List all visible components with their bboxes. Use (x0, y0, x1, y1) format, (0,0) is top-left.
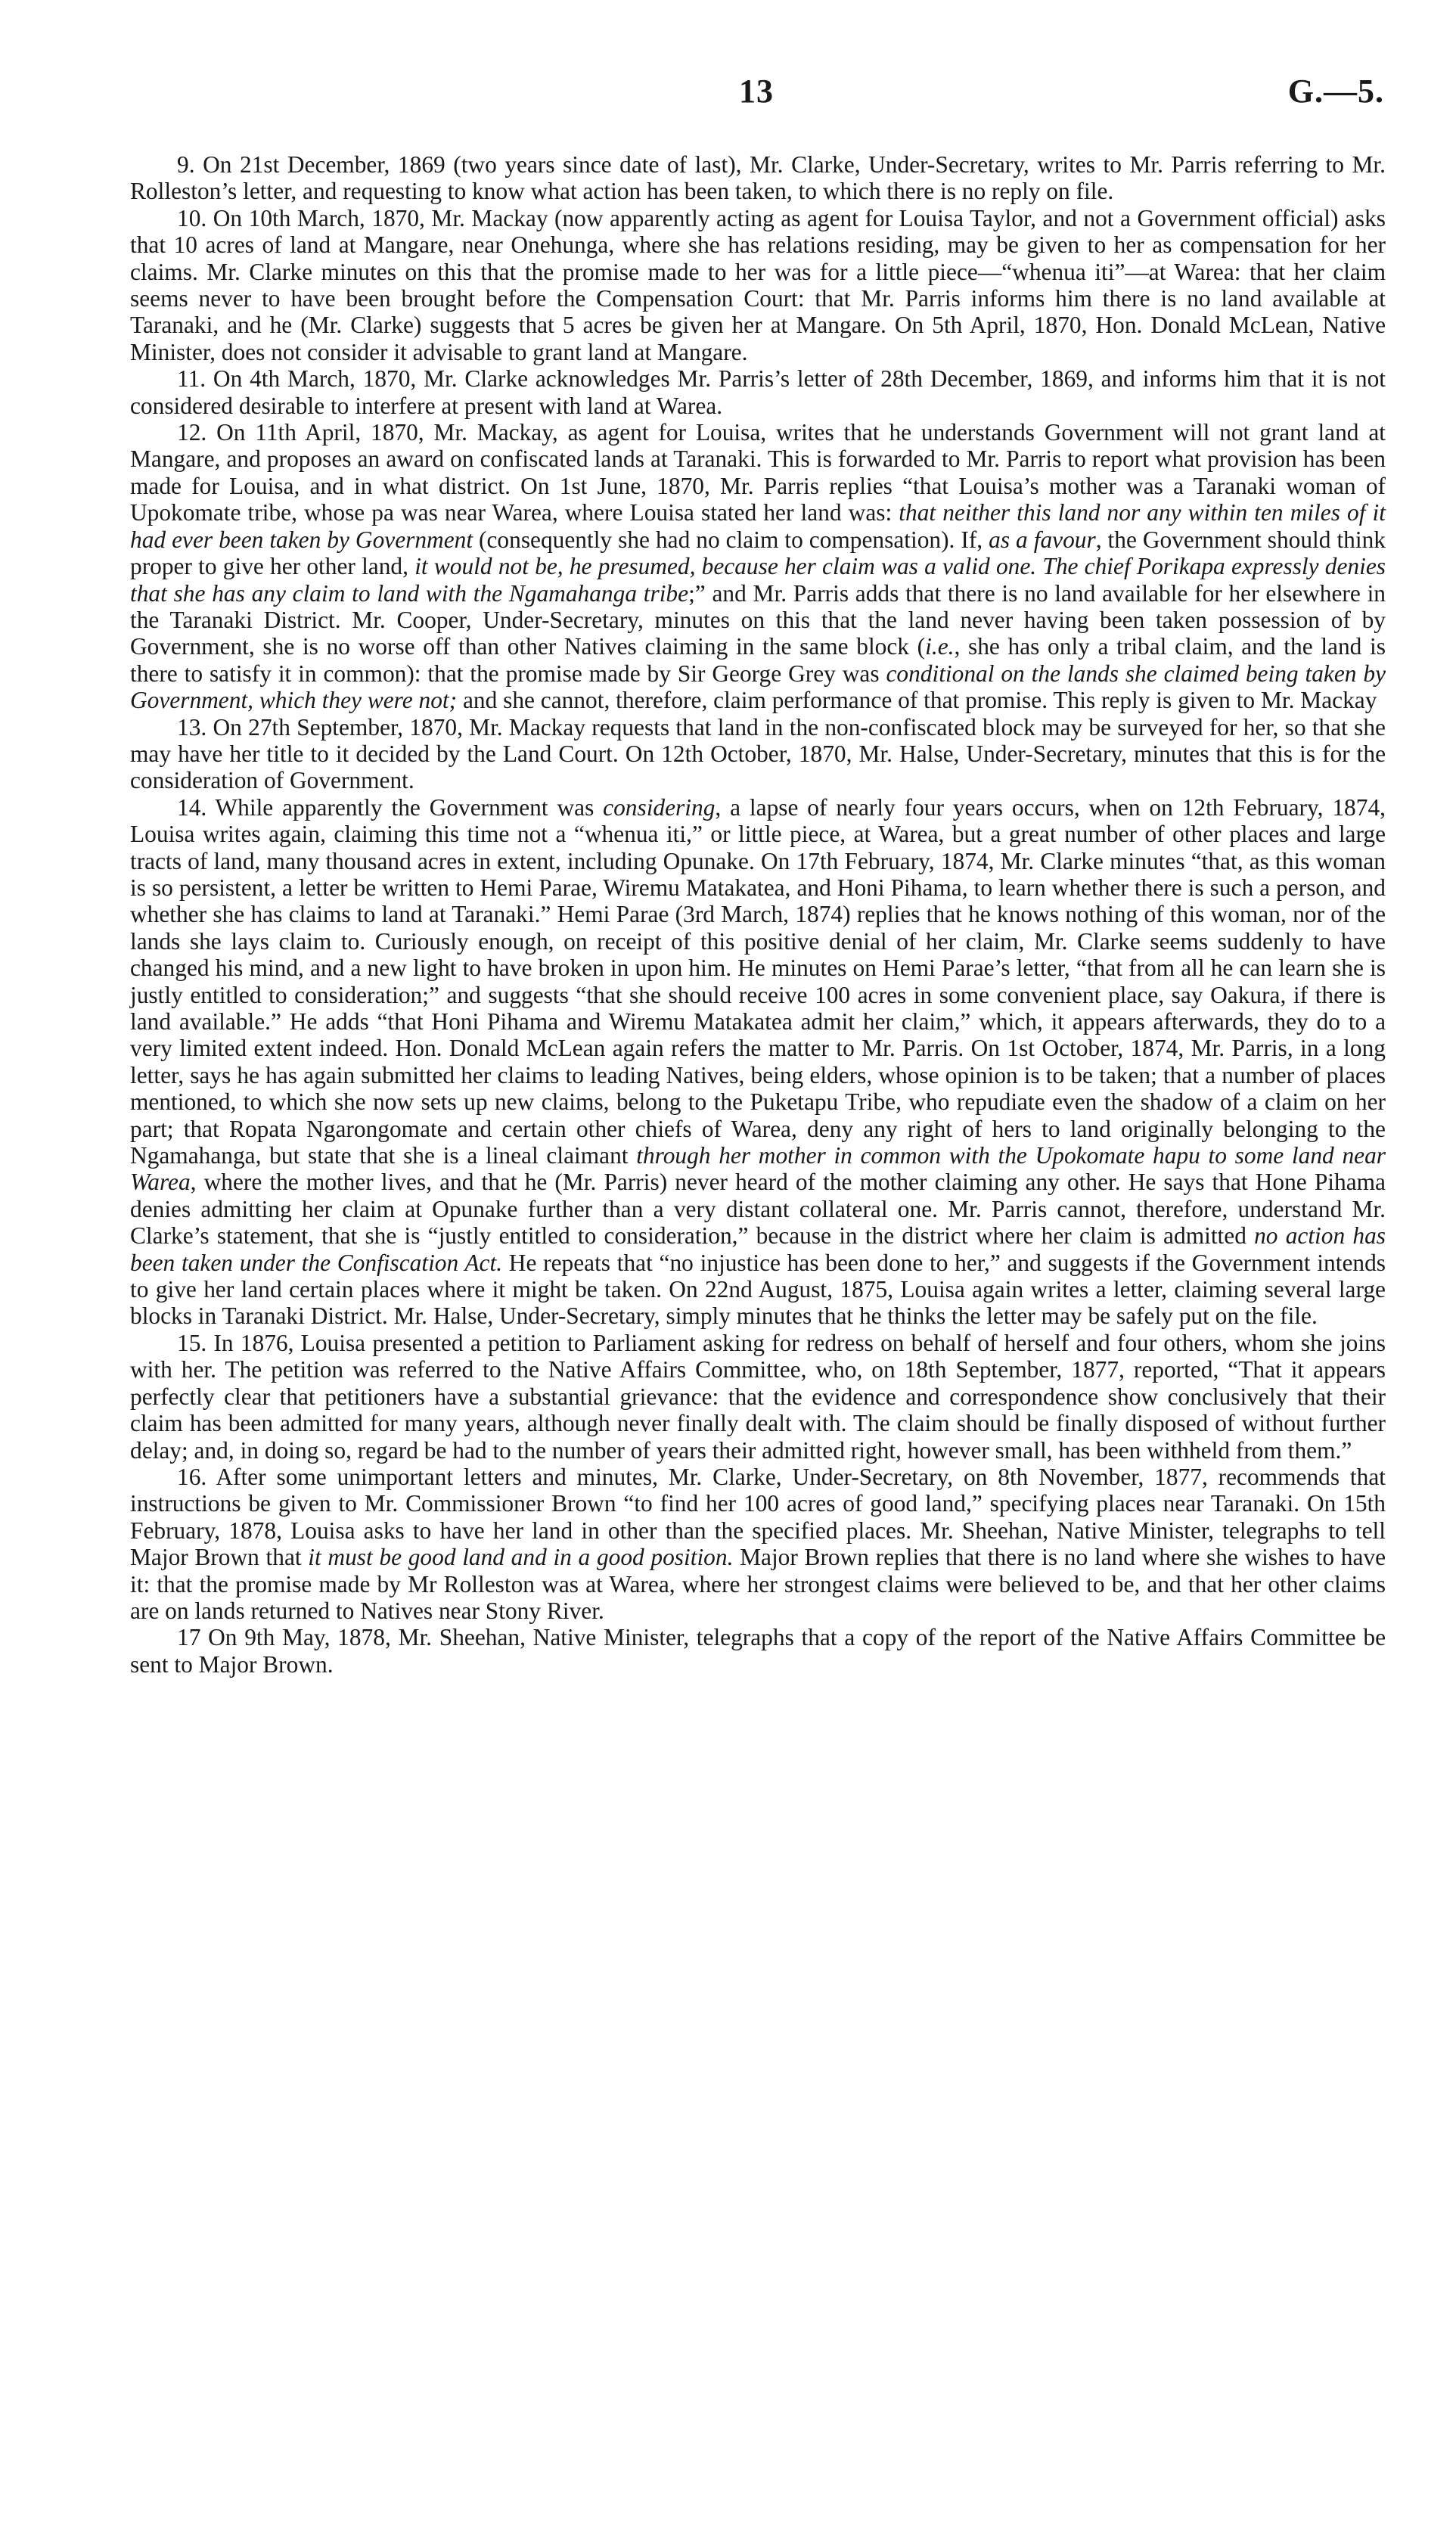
italic-text-run: it would not be, he presumed, because her claim was a valid one. The chief Porikapa expressly denies that she has any claim to land with the Ngamahanga tribe (130, 553, 1386, 607)
text-run: , where the mother lives, and that he (Mr. Parris) never heard of the mother claiming any other. He says that Hone Pihama denies admitting her claim at Opunake further than a very distant collateral one. Mr. Parris cannot, therefore, understand Mr. Clarke’s statement, that she is “justly entitled to consideration,” because in the district where her claim is admitted (130, 1169, 1386, 1250)
document-reference: G.—5. (1287, 73, 1384, 110)
text-run: (consequently she had no claim to compensation). If, (473, 526, 989, 553)
italic-text-run: as a favour (989, 526, 1096, 553)
text-run: 13. On 27th September, 1870, Mr. Mackay requests that land in the non-confiscated block may be surveyed for her, so that she may have her title to it decided by the Land Court. On 12th October, 1870, Mr. Halse, Under-Secretary, minutes that this is for the consideration of Government. (130, 713, 1386, 794)
text-run: 11. On 4th March, 1870, Mr. Clarke acknowledges Mr. Parris’s letter of 28th December, 1869, and informs him that it is not considered desirable to interfere at present with land at Warea. (130, 365, 1386, 419)
text-run: 9. On 21st December, 1869 (two years since date of last), Mr. Clarke, Under-Secretary, writes to Mr. Parris referring to Mr. Rolleston’s letter, and requesting to know what action has been taken, to which there is no reply on file. (130, 151, 1386, 205)
paragraph-13 (130, 714, 1386, 794)
text-run: 15. In 1876, Louisa presented a petition to Parliament asking for redress on behalf of herself and four others, whom she joins with her. The petition was referred to the Native Affairs Committee, who, on 18th September, 1877, reported, “That it appears perfectly clear that petitioners have a substantial grievance: that the evidence and correspondence show conclusively that their claim has been admitted for many years, although never finally dealt with. The claim should be finally disposed of without further delay; and, in doing so, regard be had to the number of years their admitted right, however small, has been withheld from them.” (130, 1329, 1386, 1464)
text-run: Major Brown replies that there is no land where she wishes to have it: that the promise made by Mr Rolleston was at Warea, where her strongest claims were believed to be, and that her other claims are on lands returned to Natives near Stony River. (130, 1544, 1386, 1624)
paragraph-10 (130, 205, 1386, 365)
italic-text-run: no action has been taken under the Confiscation Act. (130, 1222, 1386, 1276)
text-run: 16. After some unimportant letters and minutes, Mr. Clarke, Under-Secretary, on 8th November, 1877, recommends that instructions be given to Mr. Commissioner Brown “to find her 100 acres of good land,” specifying places near Taranaki. On 15th February, 1878, Louisa asks to have her land in other than the specified places. Mr. Sheehan, Native Minister, telegraphs to tell Major Brown that (130, 1463, 1386, 1571)
text-run: ;” and Mr. Parris adds that there is no land available for her elsewhere in the Taranaki District. Mr. Cooper, Under-Secretary, minutes on this that the land never having been taken possession of by Government, she is no worse off than other Natives claiming in the same block ( (130, 579, 1386, 660)
text-run: , the Government should think proper to give her other land, (130, 526, 1386, 580)
italic-text-run: considering (603, 793, 716, 821)
text-run: and she cannot, therefore, claim performance of that promise. This reply is given to Mr. Mackay (457, 687, 1377, 714)
paragraph-12 (130, 419, 1386, 713)
paragraph-11 (130, 365, 1386, 419)
text-run: , a lapse of nearly four years occurs, when on 12th February, 1874, Louisa writes again, claiming this time not a “whenua iti,” or little piece, at Warea, but a great number of other places and large tracts of land, many thousand acres in extent, including Opunake. On 17th February, 1874, Mr. Clarke minutes “that, as this woman is so persistent, a letter be written to Hemi Parae, Wiremu Matakatea, and Honi Pihama, to learn whether there is such a person, and whether she has claims to land at Taranaki.” Hemi Parae (3rd March, 1874) replies that he knows nothing of this woman, nor of the lands she lays claim to. Curiously enough, on receipt of this positive denial of her claim, Mr. Clarke seems suddenly to have changed his mind, and a new light to have broken in upon him. He minutes on Hemi Parae’s letter, “that from all he can learn she is justly entitled to consideration;” and suggests “that she should receive 100 acres in some convenient place, say Oakura, if there is land available.” He adds “that Honi Pihama and Wiremu Matakatea admit her claim,” which, it appears afterwards, they do to a very limited extent indeed. Hon. Donald McLean again refers the matter to Mr. Parris. On 1st October, 1874, Mr. Parris, in a long letter, says he has again submitted her claims to leading Natives, being elders, whose opinion is to be taken; that a number of places mentioned, to which she now sets up new claims, belong to the Puketapu Tribe, who repudiate even the shadow of a claim on her part; that Ropata Ngarongomate and certain other chiefs of Warea, deny any right of hers to land originally belonging to the Ngamahanga, but state that she is a lineal claimant (130, 793, 1386, 1169)
body-text (130, 151, 1386, 1678)
italic-text-run: it must be good land and in a good position. (308, 1544, 734, 1571)
italic-text-run: i.e. (925, 633, 955, 660)
text-run: 12. On 11th April, 1870, Mr. Mackay, as agent for Louisa, writes that he understands Government will not grant land at Mangare, and proposes an award on confiscated lands at Taranaki. This is forwarded to Mr. Parris to report what provision has been made for Louisa, and in what district. On 1st June, 1870, Mr. Parris replies “that Louisa’s mother was a Taranaki woman of Upokomate tribe, whose pa was near Warea, where Louisa stated her land was: (130, 419, 1386, 526)
text-run: , she has only a tribal claim, and the land is there to satisfy it in common): that the promise made by Sir George Grey was (130, 633, 1386, 687)
page-number: 13 (739, 73, 774, 110)
paragraph-9 (130, 151, 1386, 205)
paragraph-17 (130, 1624, 1386, 1678)
text-run: 10. On 10th March, 1870, Mr. Mackay (now apparently acting as agent for Louisa Taylor, and not a Government official) asks that 10 acres of land at Mangare, near Onehunga, where she has relations residing, may be given to her as compensation for her claims. Mr. Clarke minutes on this that the promise made to her was for a little piece—“whenua iti”—at Warea: that her claim seems never to have been brought before the Compensation Court: that Mr. Parris informs him there is no land available at Taranaki, and he (Mr. Clarke) suggests that 5 acres be given her at Mangare. On 5th April, 1870, Hon. Donald McLean, Native Minister, does not consider it advisable to grant land at Mangare. (130, 204, 1386, 365)
italic-text-run: that neither this land nor any within ten miles of it had ever been taken by Government (130, 499, 1386, 553)
page-header (129, 72, 1384, 117)
italic-text-run: through her mother in common with the Upokomate hapu to some land near Warea (130, 1142, 1386, 1196)
text-run: 14. While apparently the Government was (177, 793, 604, 821)
paragraph-15 (130, 1330, 1386, 1464)
text-run: He repeats that “no injustice has been done to her,” and suggests if the Government intends to give her land certain places where it might be taken. On 22nd August, 1875, Louisa again writes a letter, claiming several large blocks in Taranaki District. Mr. Halse, Under-Secretary, simply minutes that he thinks the letter may be safely put on the file. (130, 1249, 1386, 1330)
italic-text-run: conditional on the lands she claimed being taken by Government, which they were not; (130, 660, 1386, 714)
paragraph-14 (130, 794, 1386, 1330)
paragraph-16 (130, 1464, 1386, 1624)
text-run: 17 On 9th May, 1878, Mr. Sheehan, Native Minister, telegraphs that a copy of the report of the Native Affairs Committee be sent to Major Brown. (130, 1624, 1386, 1678)
